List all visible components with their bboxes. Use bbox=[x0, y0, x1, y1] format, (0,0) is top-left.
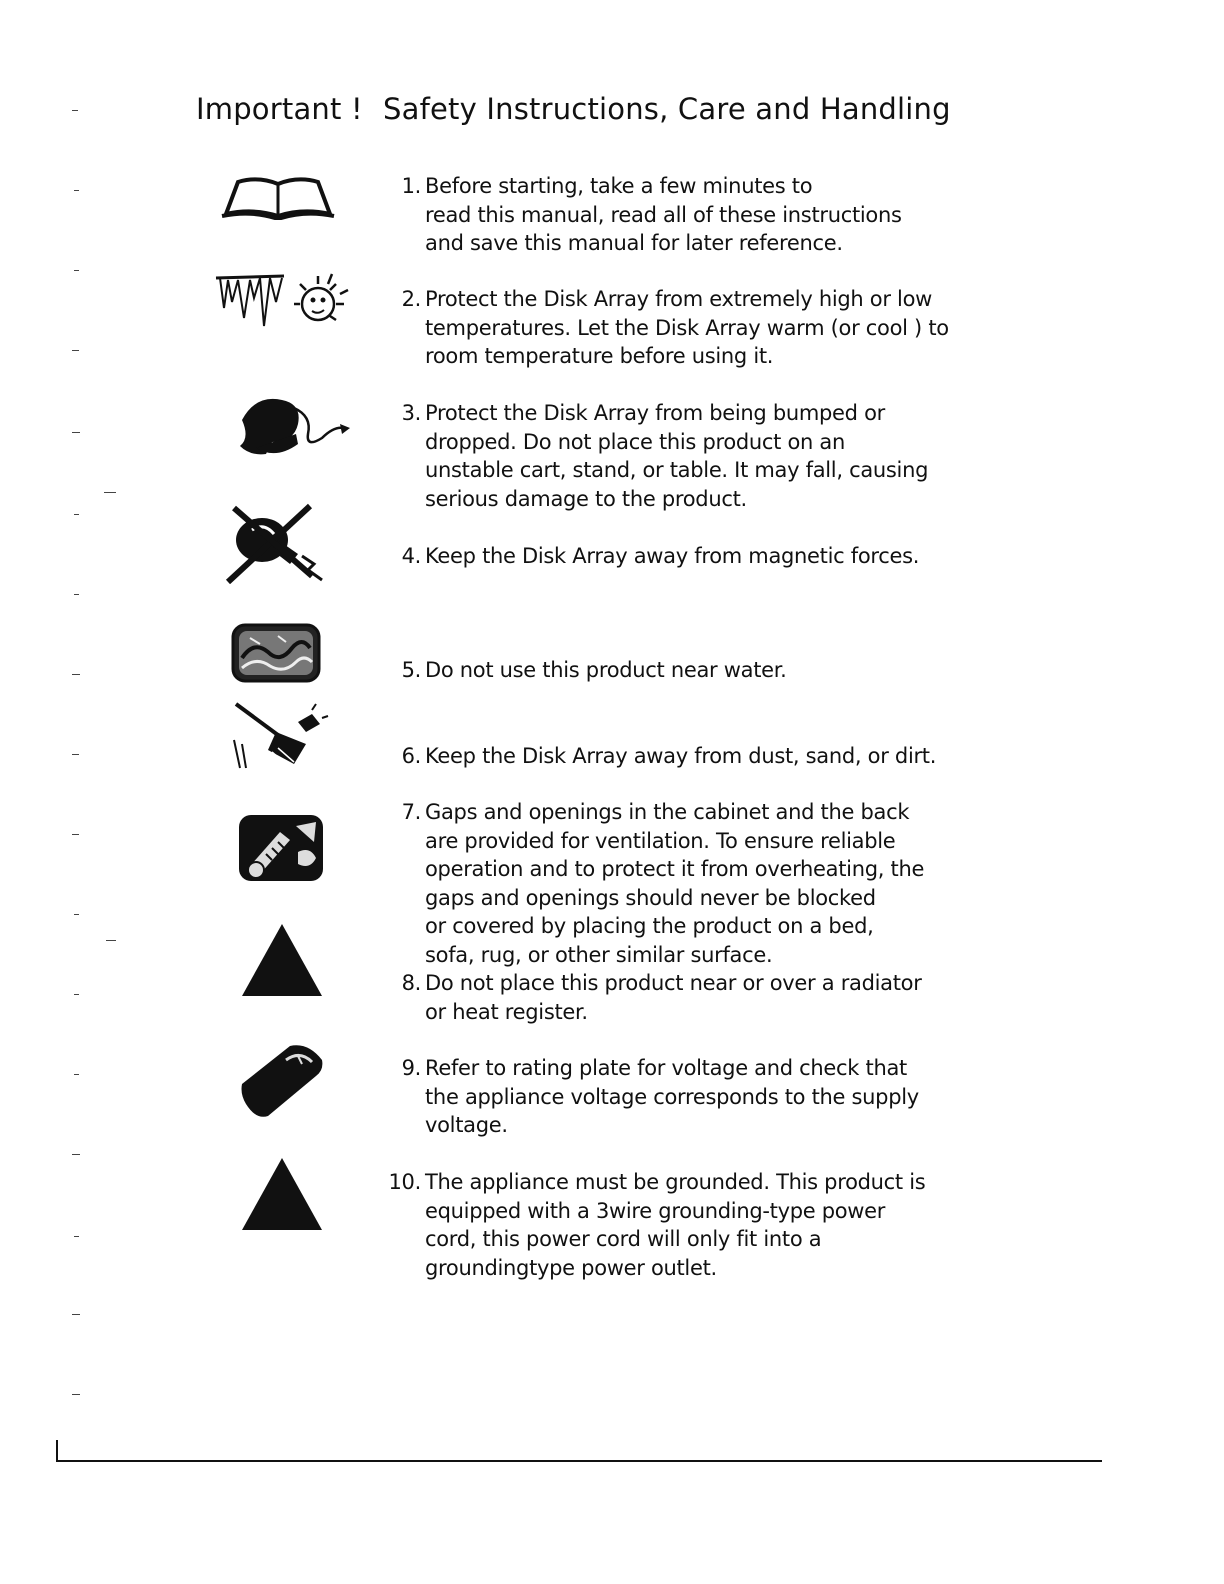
margin-mark bbox=[74, 270, 79, 271]
item-number: 6. bbox=[401, 744, 421, 768]
margin-mark bbox=[104, 492, 116, 493]
thermometer-icon bbox=[236, 812, 326, 884]
item-number: 5. bbox=[401, 658, 421, 682]
broom-dust-icon bbox=[232, 700, 332, 770]
item-text: Refer to rating plate for voltage and check that the appliance voltage corresponds to the supply voltage. bbox=[425, 1056, 919, 1137]
icicle-sun-icon bbox=[214, 272, 354, 330]
heading-important: Important ! bbox=[196, 92, 363, 126]
list-item bbox=[380, 399, 960, 513]
item-number: 7. bbox=[401, 800, 421, 824]
item-text: Before starting, take a few minutes to read this manual, read all of these instructions and save this manual for later reference. bbox=[425, 174, 902, 255]
margin-mark bbox=[74, 994, 79, 995]
list-item bbox=[380, 742, 960, 771]
item-text: Keep the Disk Array away from dust, sand, or dirt. bbox=[425, 744, 937, 768]
margin-mark bbox=[72, 110, 78, 111]
list-item bbox=[380, 285, 960, 371]
margin-mark bbox=[72, 1394, 80, 1395]
margin-mark bbox=[72, 350, 79, 351]
margin-mark bbox=[72, 754, 79, 755]
item-number: 4. bbox=[401, 544, 421, 568]
item-text: Keep the Disk Array away from magnetic forces. bbox=[425, 544, 920, 568]
margin-mark bbox=[72, 432, 80, 433]
item-number: 9. bbox=[401, 1056, 421, 1080]
margin-mark bbox=[106, 940, 116, 941]
item-number: 2. bbox=[401, 287, 421, 311]
bottom-rule-tick bbox=[56, 1440, 58, 1462]
margin-mark bbox=[74, 914, 79, 915]
warning-triangle-icon bbox=[240, 922, 324, 998]
item-text: Do not place this product near or over a radiator or heat register. bbox=[425, 971, 922, 1024]
item-number: 8. bbox=[401, 971, 421, 995]
margin-mark bbox=[74, 190, 79, 191]
list-item bbox=[380, 172, 960, 258]
item-text: The appliance must be grounded. This product is equipped with a 3wire grounding-type power cord, this power cord will only fit into a groundingtype power outlet. bbox=[425, 1170, 926, 1280]
page-title: Safety Instructions, Care and Handling bbox=[383, 92, 951, 126]
item-text: Protect the Disk Array from extremely high or low temperatures. Let the Disk Array warm (or cool ) to room temperature before using it. bbox=[425, 287, 949, 368]
item-text: Protect the Disk Array from being bumped or dropped. Do not place this product on an unstable cart, stand, or table. It may fall, causing serious damage to the product. bbox=[425, 401, 929, 511]
margin-mark bbox=[74, 514, 79, 515]
item-number: 10. bbox=[388, 1170, 421, 1194]
list-item bbox=[380, 1054, 960, 1140]
voltage-meter-icon bbox=[238, 1040, 328, 1122]
dropped-device-icon bbox=[236, 390, 356, 462]
margin-mark bbox=[72, 1314, 80, 1315]
margin-mark bbox=[74, 1074, 79, 1075]
margin-mark bbox=[72, 834, 79, 835]
list-item bbox=[380, 1168, 960, 1282]
item-number: 3. bbox=[401, 401, 421, 425]
item-text: Gaps and openings in the cabinet and the back are provided for ventilation. To ensure reliable operation and to protect it from overheating, the gaps and openings should never be blocked or covered by placing the product on a bed, sofa, rug, or other similar surface. bbox=[425, 800, 925, 967]
warning-triangle-icon bbox=[240, 1156, 324, 1232]
item-number: 1. bbox=[401, 174, 421, 198]
margin-mark bbox=[74, 1236, 79, 1237]
no-magnet-icon bbox=[222, 500, 332, 584]
water-waves-icon bbox=[230, 622, 322, 684]
list-item bbox=[380, 798, 960, 969]
list-item bbox=[380, 542, 960, 571]
margin-mark bbox=[72, 1154, 80, 1155]
margin-mark bbox=[74, 594, 79, 595]
open-book-icon bbox=[218, 174, 338, 220]
item-text: Do not use this product near water. bbox=[425, 658, 787, 682]
bottom-rule bbox=[56, 1460, 1102, 1462]
margin-mark bbox=[72, 674, 80, 675]
list-item bbox=[380, 656, 960, 685]
list-item bbox=[380, 969, 960, 1026]
